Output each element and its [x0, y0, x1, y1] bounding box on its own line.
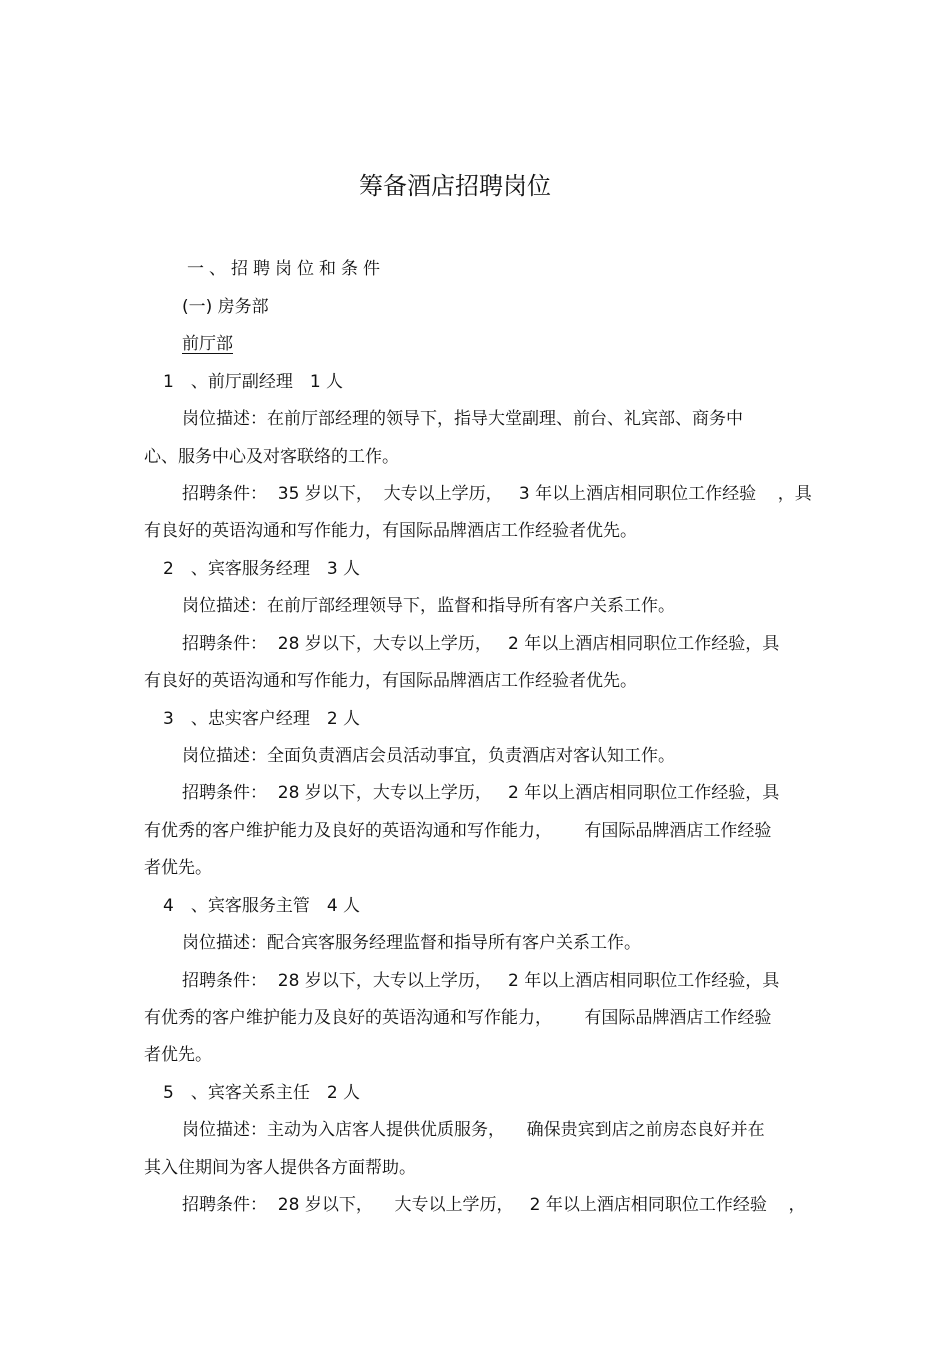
job-description-line: 岗位描述：在前厅部经理的领导下，指导大堂副理、前台、礼宾部、商务中	[182, 409, 743, 429]
position-heading-4: 4 、宾客服务主管 4 人	[163, 896, 361, 916]
requirements-line: 有良好的英语沟通和写作能力，有国际品牌酒店工作经验者优先。	[144, 521, 637, 541]
job-description-line: 岗位描述：主动为入店客人提供优质服务， 确保贵宾到店之前房态良好并在	[182, 1120, 765, 1140]
position-heading-1: 1 、前厅副经理 1 人	[163, 372, 344, 392]
department-heading: 前厅部	[182, 334, 233, 354]
requirements-line: 招聘条件： 28 岁以下，大专以上学历， 2 年以上酒店相同职位工作经验，具	[182, 634, 780, 654]
section-heading: 一、招聘岗位和条件	[187, 259, 385, 279]
job-description-line: 岗位描述：在前厅部经理领导下，监督和指导所有客户关系工作。	[182, 596, 675, 616]
subsection-heading: (一) 房务部	[182, 297, 269, 317]
requirements-line: 有优秀的客户维护能力及良好的英语沟通和写作能力， 有国际品牌酒店工作经验	[144, 1008, 772, 1028]
requirements-line: 有良好的英语沟通和写作能力，有国际品牌酒店工作经验者优先。	[144, 671, 637, 691]
position-heading-3: 3 、忠实客户经理 2 人	[163, 709, 361, 729]
requirements-line: 招聘条件： 28 岁以下，大专以上学历， 2 年以上酒店相同职位工作经验，具	[182, 971, 780, 991]
position-heading-5: 5 、宾客关系主任 2 人	[163, 1083, 361, 1103]
requirements-line: 者优先。	[144, 858, 212, 878]
job-description-line: 其入住期间为客人提供各方面帮助。	[144, 1158, 416, 1178]
requirements-line: 招聘条件： 28 岁以下，大专以上学历， 2 年以上酒店相同职位工作经验，具	[182, 783, 780, 803]
job-description-line: 岗位描述：配合宾客服务经理监督和指导所有客户关系工作。	[182, 933, 641, 953]
requirements-line: 有优秀的客户维护能力及良好的英语沟通和写作能力， 有国际品牌酒店工作经验	[144, 821, 772, 841]
requirements-line: 招聘条件： 28 岁以下， 大专以上学历， 2 年以上酒店相同职位工作经验 ，	[182, 1195, 806, 1215]
document-title: 筹备酒店招聘岗位	[359, 172, 551, 200]
job-description-line: 心、服务中心及对客联络的工作。	[144, 447, 399, 467]
requirements-line: 者优先。	[144, 1045, 212, 1065]
position-heading-2: 2 、宾客服务经理 3 人	[163, 559, 361, 579]
job-description-line: 岗位描述：全面负责酒店会员活动事宜，负责酒店对客认知工作。	[182, 746, 675, 766]
requirements-line: 招聘条件： 35 岁以下， 大专以上学历， 3 年以上酒店相同职位工作经验 ，具	[182, 484, 812, 504]
